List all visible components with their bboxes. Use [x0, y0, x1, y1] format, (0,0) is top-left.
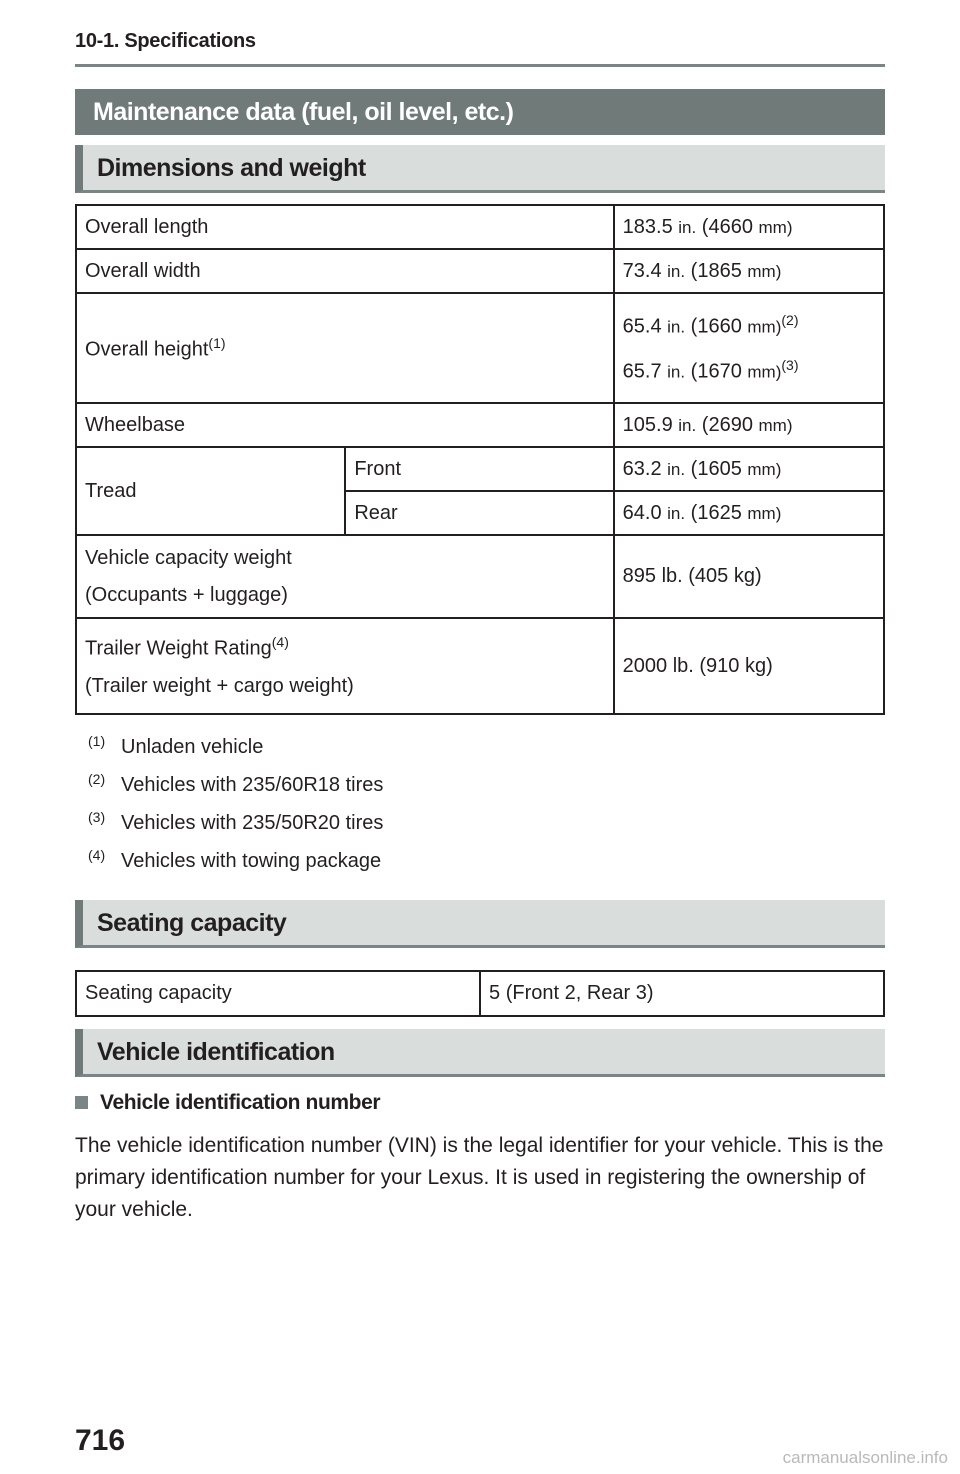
- row-value: 65.4 in. (1660 mm)$^{(2)}$ 65.7 in. (1670 mm)$^{(3)}$: [614, 293, 884, 403]
- table-row: [76, 249, 884, 293]
- row-label: Wheelbase: [76, 403, 614, 447]
- row-sublabel: Rear: [345, 491, 613, 535]
- watermark: carmanualsonline.info: [782, 1448, 948, 1467]
- row-sublabel: Front: [345, 447, 613, 491]
- row-label: Overall length: [76, 205, 614, 249]
- row-value: 105.9 in. (2690 mm): [614, 403, 884, 447]
- footnote: (3) Vehicles with 235/50R20 tires: [88, 809, 384, 834]
- row-label: Seating capacity: [76, 971, 480, 1016]
- section-header: 10-1. Specifications: [75, 30, 256, 52]
- footnotes: [88, 728, 383, 880]
- row-value: 5 (Front 2, Rear 3): [480, 971, 884, 1016]
- table-row: [76, 618, 884, 714]
- footnote: (4) Vehicles with towing package: [88, 847, 382, 872]
- page-number: 716: [75, 1424, 126, 1457]
- seating-table: [75, 970, 885, 1017]
- row-value: 2000 lb. (910 kg): [614, 618, 884, 714]
- row-value: 73.4 in. (1865 mm): [614, 249, 884, 293]
- footnote: (1) Unladen vehicle: [88, 733, 264, 758]
- main-section-title: Maintenance data (fuel, oil level, etc.): [75, 89, 885, 135]
- vin-subheading: Vehicle identification number: [75, 1091, 380, 1115]
- header-divider: [75, 64, 885, 67]
- row-value: 63.2 in. (1605 mm): [614, 447, 884, 491]
- footnote: (2) Vehicles with 235/60R18 tires: [88, 771, 384, 796]
- vehicle-id-heading: Vehicle identification: [75, 1029, 885, 1077]
- table-row: [76, 535, 884, 618]
- dimensions-heading: Dimensions and weight: [75, 145, 885, 193]
- row-label: Overall height$^{(1)}$: [76, 293, 614, 403]
- square-bullet-icon: [75, 1096, 88, 1109]
- row-label: Tread: [76, 447, 345, 535]
- table-row: [76, 293, 884, 403]
- row-label: Vehicle capacity weight (Occupants + luggage): [76, 535, 614, 618]
- row-value: 895 lb. (405 kg): [614, 535, 884, 618]
- seating-heading: Seating capacity: [75, 900, 885, 948]
- table-row: [76, 971, 884, 1016]
- table-row: [76, 205, 884, 249]
- vin-description: The vehicle identification number (VIN) is the legal identifier for your vehicle. This is the primary identification number for your Lexus. It is used in registering the ownership of your vehicle.: [75, 1134, 884, 1221]
- row-value: 183.5 in. (4660 mm): [614, 205, 884, 249]
- table-row: [76, 403, 884, 447]
- row-label: Trailer Weight Rating$^{(4)}$ (Trailer weight + cargo weight): [76, 618, 614, 714]
- table-row: [76, 447, 884, 491]
- dimensions-table: [75, 204, 885, 715]
- row-value: 64.0 in. (1625 mm): [614, 491, 884, 535]
- row-label: Overall width: [76, 249, 614, 293]
